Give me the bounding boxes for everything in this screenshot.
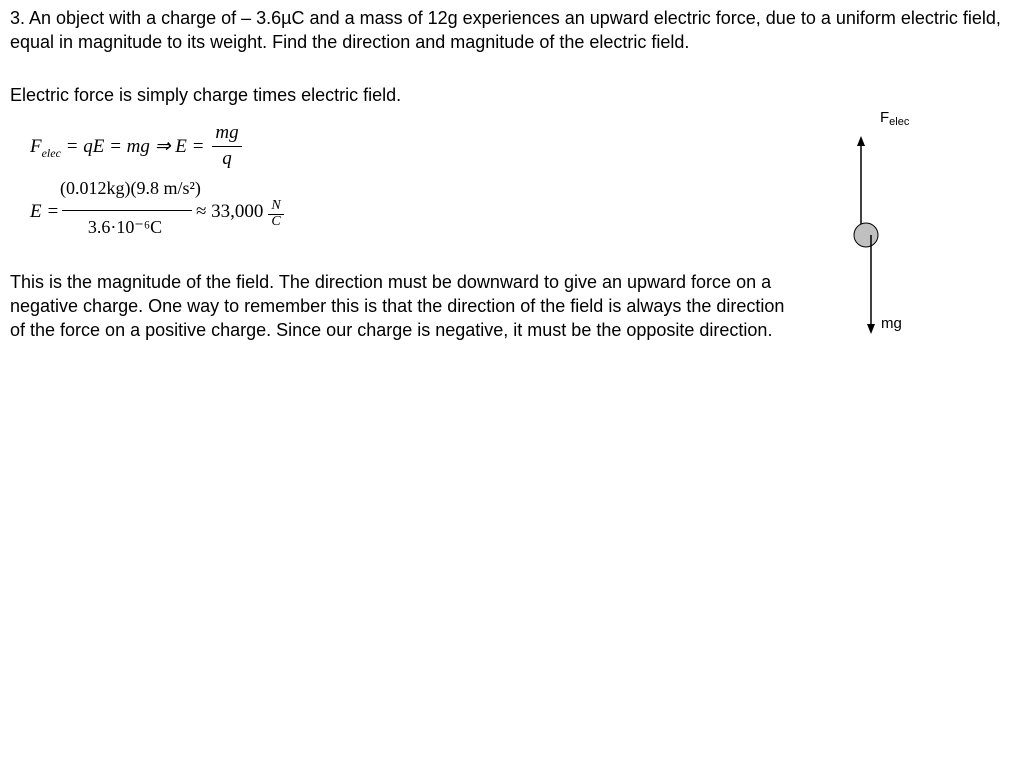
- eq1-numerator: mg: [215, 122, 239, 143]
- eq1-f-symbol: F: [30, 136, 42, 157]
- problem-statement: 3. An object with a charge of – 3.6µC and a mass of 12g experiences an upward electric force, due to a uniform electric field, equal in magnitude to its weight. Find the direction and magnitude of the electric field.: [10, 8, 1001, 52]
- eq1-fraction-bar: [212, 146, 242, 147]
- equation-force-balance: [30, 122, 290, 174]
- eq2-lhs: E =: [30, 201, 60, 222]
- force-arrows: [840, 100, 960, 350]
- eq2-approx: ≈ 33,000: [196, 201, 264, 222]
- explanation-text: This is the magnitude of the field. The direction must be downward to give an upward force on a negative charge. One way to remember this is that the direction of the field is always the direction of the force on a positive charge. Since our charge is negative, it must be the opposite direction.: [10, 272, 785, 340]
- upward-arrowhead: [857, 136, 865, 146]
- electric-force-label: $F_{elec}$: [880, 109, 910, 128]
- eq1-f-subscript: elec: [41, 146, 61, 160]
- eq2-numerator: (0.012kg)(9.8 m/s²): [60, 178, 201, 198]
- eq2-unit-numerator: N: [271, 198, 281, 213]
- weight-label: mg: [881, 315, 902, 332]
- eq2-denominator: 3.6·10⁻⁶C: [87, 217, 163, 237]
- weight-arrowhead: [867, 324, 875, 334]
- eq2-fraction-bar: [62, 210, 192, 211]
- eq1-denominator: q: [222, 148, 232, 169]
- equation-field-magnitude: [30, 172, 320, 242]
- free-body-diagram: [840, 100, 960, 350]
- eq1-middle: = qE = mg ⇒ E =: [65, 136, 205, 157]
- charged-object: [854, 223, 878, 247]
- eq2-unit-denominator: C: [271, 214, 281, 229]
- intro-text: Electric force is simply charge times electric field.: [10, 85, 402, 105]
